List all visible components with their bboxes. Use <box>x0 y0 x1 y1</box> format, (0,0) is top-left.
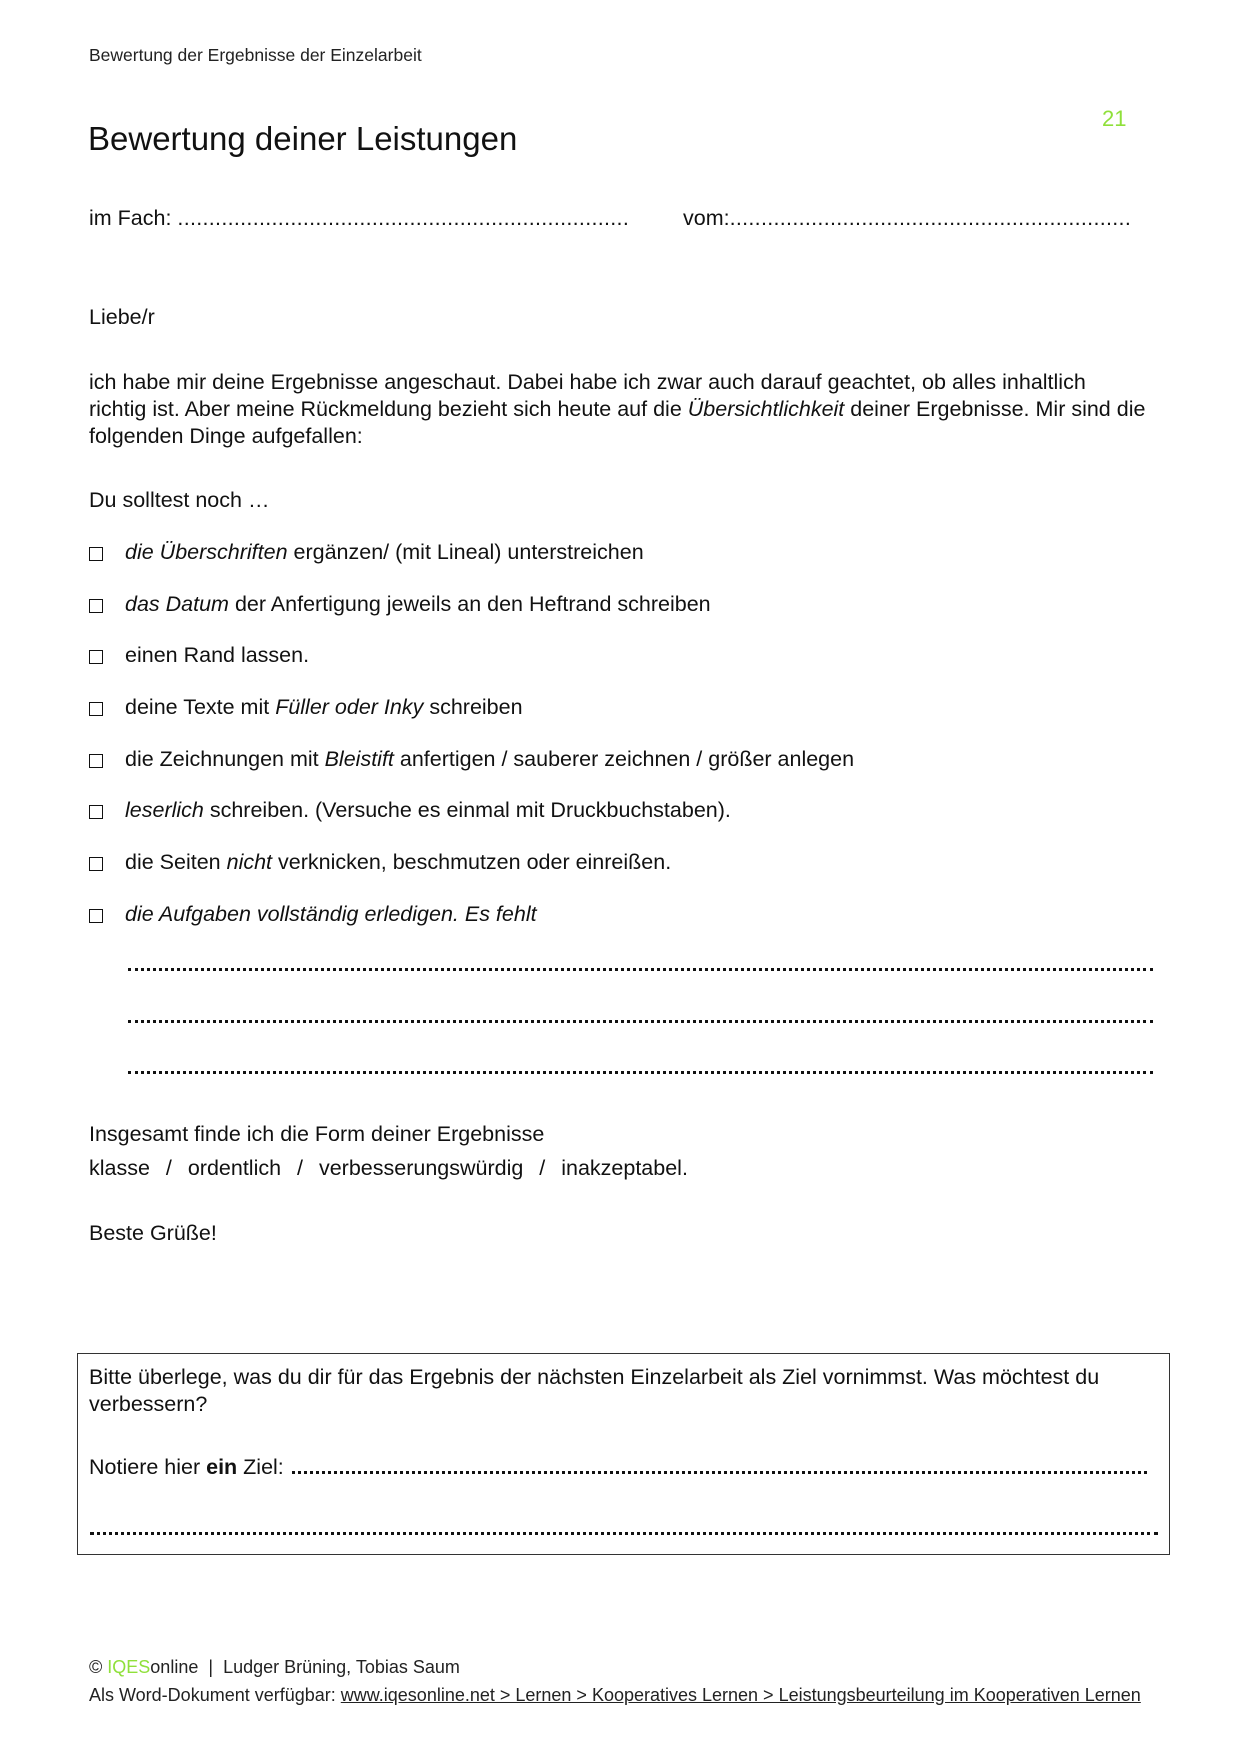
intro-text-1: ich habe mir deine Ergebnisse angeschaut. Dabei habe ich zwar auch darauf geachtet, ob alles inhaltlich richtig ist. Aber meine Rückmeldung bezieht sich heute auf die <box>89 370 1086 421</box>
checklist-item-text <box>125 642 309 669</box>
checkbox-icon[interactable] <box>89 599 103 613</box>
rating-option-verbesserungswuerdig[interactable]: verbesserungswürdig <box>318 1156 524 1180</box>
goal-note-dots[interactable] <box>292 1471 1147 1474</box>
item-text-pre: einen Rand lassen. <box>125 643 310 667</box>
footer-divider: | <box>208 1657 214 1677</box>
intro-emphasis: Übersichtlichkeit <box>687 397 845 421</box>
blank-line-1[interactable] <box>128 968 1153 971</box>
copyright-symbol: © <box>89 1657 103 1677</box>
checklist-item <box>89 797 731 824</box>
checklist-item <box>89 849 671 876</box>
checkbox-icon[interactable] <box>89 702 103 716</box>
goal-note-bold: ein <box>206 1455 238 1479</box>
download-link[interactable]: www.iqesonline.net > Lernen > Kooperatives Lernen > Leistungsbeurteilung im Kooperativen Lernen <box>340 1685 1141 1705</box>
rating-option-inakzeptabel[interactable]: inakzeptabel. <box>561 1156 688 1180</box>
lead-text: Du solltest noch … <box>89 488 270 512</box>
item-text-emphasis: Füller oder Inky <box>275 695 424 719</box>
checklist-item <box>89 901 537 928</box>
checklist-item <box>89 746 854 773</box>
fach-dots: ........................................................................ <box>177 206 630 230</box>
goal-note-post: Ziel: <box>237 1455 284 1479</box>
rating-separator: / <box>539 1156 546 1180</box>
item-text-post: der Anfertigung jeweils an den Heftrand schreiben <box>228 592 711 616</box>
checkbox-icon[interactable] <box>89 754 103 768</box>
rating-separator: / <box>165 1156 172 1180</box>
closing: Beste Grüße! <box>89 1221 217 1245</box>
checklist-item-text <box>125 591 711 618</box>
intro-text-2: deiner Ergebnisse. Mir sind die folgenden Dinge aufgefallen: <box>89 397 1146 448</box>
item-text-emphasis: die Aufgaben vollständig erledigen. Es fehlt <box>125 902 537 926</box>
summary-text: Insgesamt finde ich die Form deiner Ergebnisse <box>89 1122 545 1146</box>
checklist-item-text <box>125 694 523 721</box>
footer-credits <box>89 1657 460 1678</box>
vom-label: vom: <box>683 206 730 230</box>
availability-label: Als Word-Dokument verfügbar: <box>89 1685 336 1705</box>
vom-field[interactable] <box>683 205 1131 232</box>
checklist-item-text <box>125 539 644 566</box>
page-title: Bewertung deiner Leistungen <box>88 120 518 157</box>
rating-options <box>89 1155 688 1182</box>
checkbox-icon[interactable] <box>89 547 103 561</box>
blank-line-2[interactable] <box>128 1020 1153 1023</box>
checklist-item-text <box>125 746 854 773</box>
vom-dots: ................................................................ <box>729 206 1132 230</box>
goal-note-pre: Notiere hier <box>89 1455 207 1479</box>
brand-online: online <box>150 1657 199 1677</box>
fach-label: im Fach: <box>89 206 172 230</box>
checklist-item-text <box>125 849 671 876</box>
checkbox-icon[interactable] <box>89 909 103 923</box>
item-text-post: ergänzen/ (mit Lineal) unterstreichen <box>287 540 644 564</box>
item-text-pre: die Seiten <box>125 850 227 874</box>
page-number: 21 <box>1102 106 1127 131</box>
checklist-item-text <box>125 797 731 824</box>
item-text-emphasis: das Datum <box>125 592 229 616</box>
rating-option-klasse[interactable]: klasse <box>89 1156 150 1180</box>
checkbox-icon[interactable] <box>89 857 103 871</box>
checklist-item <box>89 539 644 566</box>
item-text-emphasis: Bleistift <box>324 747 394 771</box>
intro-paragraph <box>89 369 1149 450</box>
item-text-emphasis: nicht <box>226 850 273 874</box>
brand-iqes: IQES <box>107 1657 151 1677</box>
goal-blank-line[interactable] <box>90 1532 1158 1535</box>
item-text-post: verknicken, beschmutzen oder einreißen. <box>272 850 672 874</box>
blank-line-3[interactable] <box>128 1071 1153 1074</box>
goal-box <box>77 1353 1170 1555</box>
item-text-post: schreiben. (Versuche es einmal mit Druckbuchstaben). <box>203 798 731 822</box>
rating-option-ordentlich[interactable]: ordentlich <box>187 1156 282 1180</box>
item-text-emphasis: leserlich <box>125 798 204 822</box>
checklist-item <box>89 642 309 669</box>
running-header: Bewertung der Ergebnisse der Einzelarbeit <box>89 45 422 65</box>
checkbox-icon[interactable] <box>89 650 103 664</box>
item-text-emphasis: die Überschriften <box>125 540 288 564</box>
item-text-pre: deine Texte mit <box>125 695 276 719</box>
checklist-item <box>89 694 523 721</box>
checklist-item <box>89 591 711 618</box>
fach-field[interactable] <box>89 205 629 232</box>
item-text-post: schreiben <box>423 695 523 719</box>
rating-separator: / <box>297 1156 304 1180</box>
checkbox-icon[interactable] <box>89 805 103 819</box>
item-text-pre: die Zeichnungen mit <box>125 747 325 771</box>
checklist-item-text <box>125 901 537 928</box>
greeting: Liebe/r <box>89 305 155 329</box>
goal-note-field[interactable] <box>89 1455 1147 1480</box>
footer-authors: Ludger Brüning, Tobias Saum <box>223 1657 460 1677</box>
goal-question: Bitte überlege, was du dir für das Ergebnis der nächsten Einzelarbeit als Ziel vornimmst. Was möchtest du verbessern? <box>89 1365 1100 1416</box>
footer-availability <box>89 1685 1141 1706</box>
item-text-post: anfertigen / sauberer zeichnen / größer anlegen <box>393 747 855 771</box>
